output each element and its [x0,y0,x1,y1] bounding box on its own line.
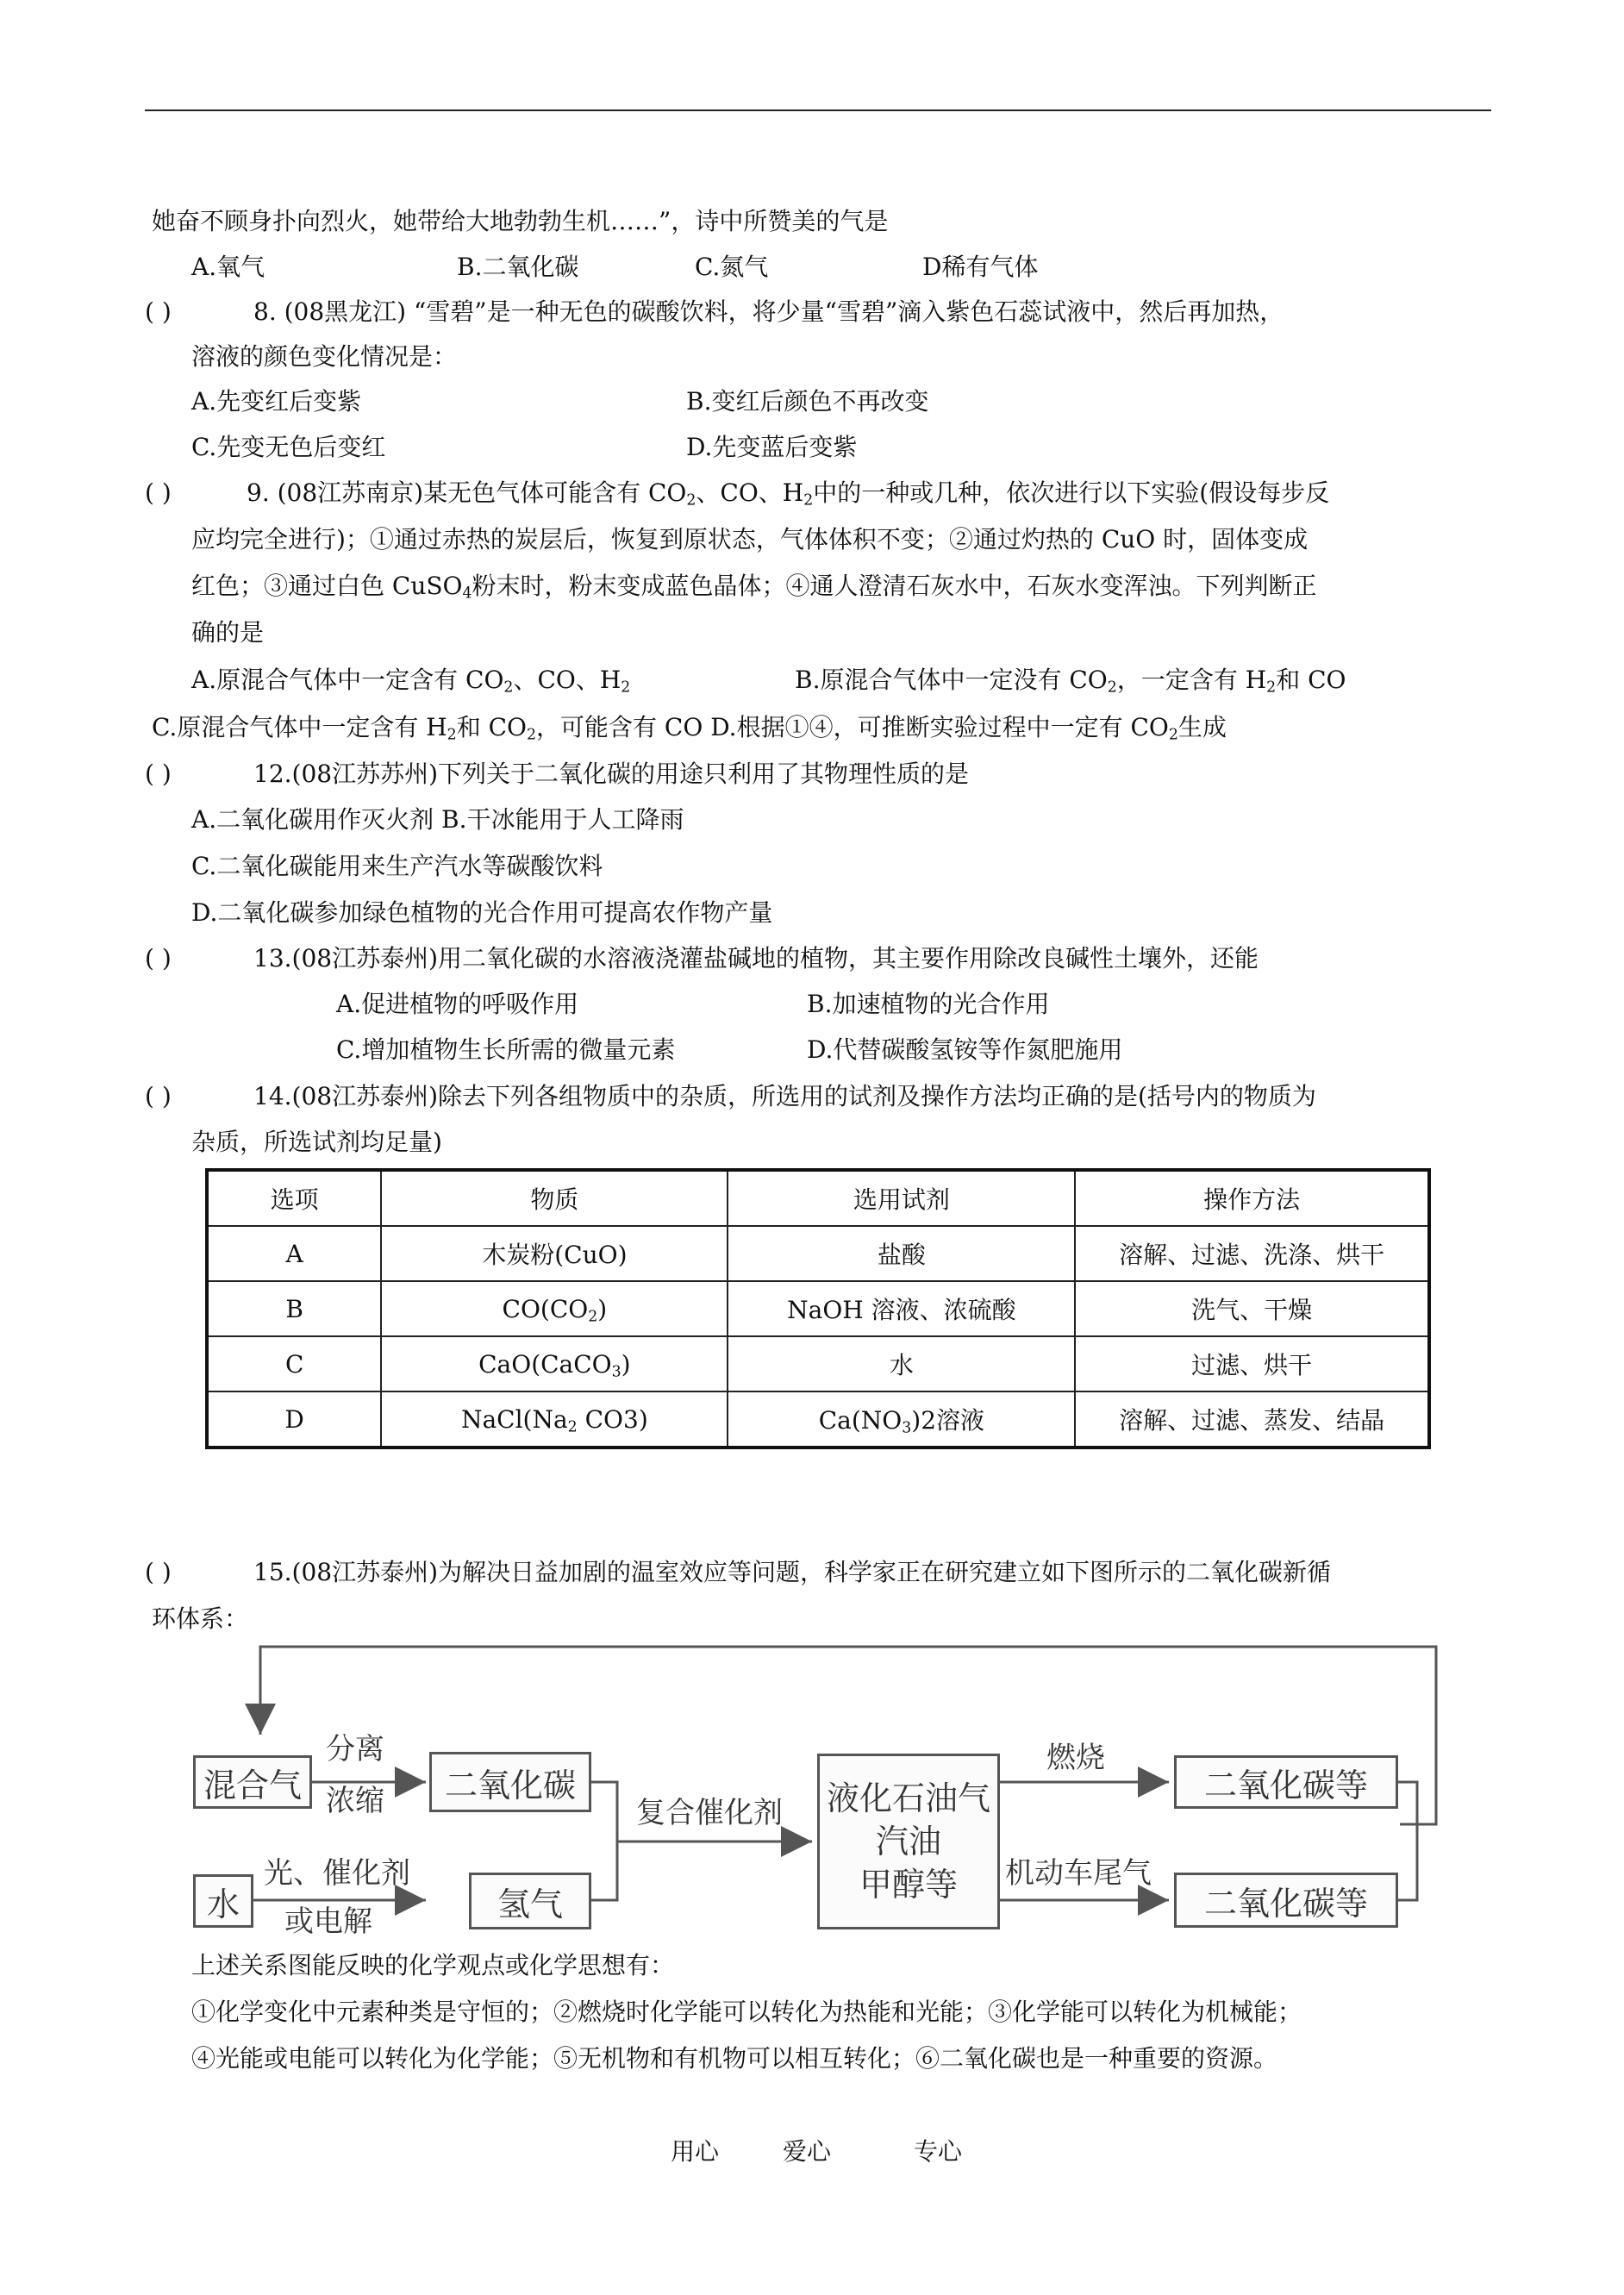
q13-answer-blank: ( ) [145,944,172,972]
table-cell-reagent: NaOH 溶液、浓硫酸 [728,1281,1075,1336]
q8-option-a: A.先变红后变紫 [191,387,362,416]
table-header: 选项 [207,1170,381,1226]
table-cell-reagent: $Ca(NO_3)2$溶液 [728,1391,1075,1448]
q13-option-d: D.代替碳酸氢铵等作氮肥施用 [807,1035,1123,1064]
q7-stem-tail: 她奋不顾身扑向烈火，她带给大地勃勃生机……”，诗中所赞美的气是 [152,207,889,235]
table-cell-substance: CaO(CaCO$_3$) [381,1336,728,1391]
q7-option-b: B.二氧化碳 [457,253,579,281]
q9-stem-3: 红色；③通过白色 CuSO$_4$粉末时，粉末变成蓝色晶体；④通人澄清石灰水中，石灰水变浑浊。下列判断正 [191,572,1317,603]
table-cell-substance: $NaCl(Na_2$ CO3) [381,1391,728,1448]
q13-option-b: B.加速植物的光合作用 [807,990,1050,1018]
q8-option-d: D.先变蓝后变紫 [686,433,858,461]
footer-word-3: 专心 [914,2137,963,2166]
label-concentrate: 浓缩 [326,1784,384,1818]
q12-stem: 12.(08江苏苏州)下列关于二氧化碳的用途只利用了其物理性质的是 [253,760,970,788]
table-cell-option: B [207,1281,381,1336]
label-vehicle-exhaust: 机动车尾气 [1005,1856,1152,1891]
q15-stem: 15.(08江苏泰州)为解决日益加剧的温室效应等问题，科学家正在研究建立如下图所示的二氧化碳新循 [253,1558,1332,1586]
q13-option-c: C.增加植物生长所需的微量元素 [336,1035,676,1064]
q14-stem-2: 杂质，所选试剂均足量) [191,1128,442,1156]
q9-stem-4: 确的是 [191,618,265,647]
table-cell-method: 过滤、烘干 [1075,1336,1429,1391]
conclusion-line-2: ④光能或电能可以转化为化学能；⑤无机物和有机物可以相互转化；⑥二氧化碳也是一种重要的资源。 [191,2044,1278,2073]
table-cell-substance: 木炭粉(CuO) [381,1226,728,1281]
table-header: 选用试剂 [728,1170,1075,1226]
q12-option-a-b: A.二氧化碳用作灭火剂 B.干冰能用于人工降雨 [191,805,684,834]
q14-answer-blank: ( ) [145,1082,172,1110]
footer-word-2: 爱心 [783,2137,832,2166]
conclusion-intro: 上述关系图能反映的化学观点或化学思想有： [191,1951,675,1979]
q12-option-d: D.二氧化碳参加绿色植物的光合作用可提高农作物产量 [191,898,773,927]
table-cell-reagent: 水 [728,1336,1075,1391]
label-light-catalyst: 光、催化剂 [264,1856,410,1891]
q8-stem-2: 溶液的颜色变化情况是： [191,342,458,371]
q9-stem-2: 应均完全进行)；①通过赤热的炭层后，恢复到原状态，气体体积不变；②通过灼热的 CuO 时，固体变成 [191,525,1309,553]
q9-answer-blank: ( ) [145,478,172,507]
q14-stem: 14.(08江苏泰州)除去下列各组物质中的杂质，所选用的试剂及操作方法均正确的是(括号内的物质为 [253,1082,1316,1110]
q8-option-c: C.先变无色后变红 [191,433,386,461]
q7-option-a: A.氧气 [191,253,265,281]
fuel-products-box [817,1754,1000,1929]
table-cell-option: D [207,1391,381,1448]
q9-option-a: A.原混合气体中一定含有 $CO_2$、CO、$H_2$ [191,666,631,697]
q13-stem: 13.(08江苏泰州)用二氧化碳的水溶液浇灌盐碱地的植物，其主要作用除改良碱性土壤外，还能 [253,944,1259,972]
q7-option-c: C.氮气 [695,253,769,281]
q13-option-a: A.促进植物的呼吸作用 [336,990,579,1018]
q9-option-b: B.原混合气体中一定没有 $CO_2$，一定含有 $H_2$和 CO [795,666,1346,697]
q7-option-d: D稀有气体 [922,253,1039,281]
fuel-item-gasoline: 汽油 [875,1822,941,1860]
q12-option-c: C.二氧化碳能用来生产汽水等碳酸饮料 [191,852,603,880]
table-cell-substance: $CO(CO_2)$ [381,1281,728,1336]
label-separate: 分离 [326,1732,384,1767]
table-cell-reagent: 盐酸 [728,1226,1075,1281]
q15-answer-blank: ( ) [145,1558,172,1586]
label-electrolysis: 或电解 [284,1904,372,1939]
q8-stem: 8. (08黑龙江) “雪碧”是一种无色的碳酸饮料，将少量“雪碧”滴入紫色石蕊试液中，然后再加热， [253,297,1284,326]
table-header: 操作方法 [1075,1170,1429,1226]
mixed-gas-box: 混合气 [193,1755,312,1809]
q15-stem-2: 环体系： [152,1604,249,1633]
fuel-item-methanol: 甲醇等 [859,1866,958,1904]
hydrogen-box: 氢气 [469,1873,591,1929]
q9-option-c-d: C.原混合气体中一定含有 $H_2$和 $CO_2$，可能含有 CO D.根据①④，可推断实验过程中一定有 $CO_2$生成 [152,713,1227,744]
co2-output-box-2: 二氧化碳等 [1174,1873,1398,1928]
q8-option-b: B.变红后颜色不再改变 [686,387,929,416]
table-cell-option: A [207,1226,381,1281]
q8-answer-blank: ( ) [145,297,172,326]
q9-stem: 9. (08江苏南京)某无色气体可能含有 $CO_2$、CO、$H_2$中的一种或几种，依次进行以下实验(假设每步反 [247,478,1330,510]
table-header: 物质 [381,1170,728,1226]
table-cell-method: 溶解、过滤、蒸发、结晶 [1075,1391,1429,1448]
co2-output-box-1: 二氧化碳等 [1174,1755,1398,1809]
footer-word-1: 用心 [671,2137,720,2166]
co2-box: 二氧化碳 [429,1752,591,1812]
fuel-item-lpg: 液化石油气 [826,1779,990,1817]
label-combustion: 燃烧 [1046,1741,1105,1775]
q12-answer-blank: ( ) [145,760,172,788]
table-cell-option: C [207,1336,381,1391]
label-composite-catalyst: 复合催化剂 [636,1796,783,1830]
table-cell-method: 洗气、干燥 [1075,1281,1429,1336]
table-cell-method: 溶解、过滤、洗涤、烘干 [1075,1226,1429,1281]
conclusion-line-1: ①化学变化中元素种类是守恒的；②燃烧时化学能可以转化为热能和光能；③化学能可以转化为机械能； [191,1998,1302,2026]
water-box: 水 [193,1874,253,1928]
